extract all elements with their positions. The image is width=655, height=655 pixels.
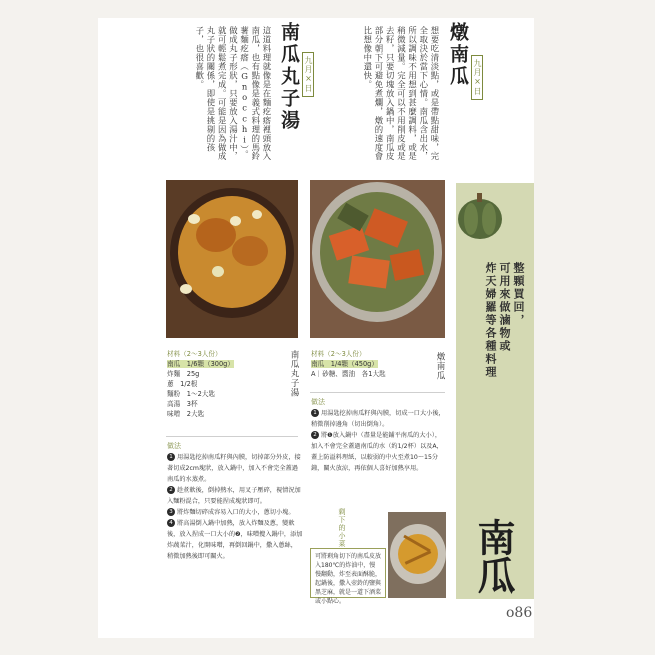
step-item: 3 將炸麵切碎成容易入口的大小，蔥切小塊。 xyxy=(167,507,303,518)
side-note-tag: 剩下的小菜 xyxy=(338,508,346,548)
step-item: 1 用湯匙挖掉南瓜籽與內膜，切掉部分外皮，接著切成2cm塊狀，放入鍋中，加入不會完全蓋過南瓜的水蒸煮。 xyxy=(167,454,301,483)
ingredients-header: 材料（2～3人份） xyxy=(311,350,366,358)
steps-header-stewed: 做法 xyxy=(311,398,325,406)
ingredients-header: 材料（2～3人份） xyxy=(167,350,222,358)
ingredient-item: 麵粉 1～2大匙 xyxy=(167,390,215,398)
article-title-stewed-pumpkin: 燉南瓜 xyxy=(447,22,469,88)
ingredient-item: A｜砂糖、醬油 各1大匙 xyxy=(311,370,386,378)
ingredient-item: 味噌 2大匙 xyxy=(167,410,205,418)
page-number: o86 xyxy=(506,605,533,621)
whole-pumpkin-photo xyxy=(456,183,504,255)
fried-peel-photo xyxy=(388,512,446,598)
step-item: 2 將❶放入鍋中（盡量是能鋪平南瓜的大小），加入不會完全蓋過南瓜的水（約1/2杯）以及A，蓋上防溢料理紙，以較弱的中火至煮10～15分鐘，關火放涼，再依個人喜好加熱享用。 xyxy=(311,432,443,472)
steps-stewed xyxy=(311,408,447,474)
step-item: 1 用湯匙挖掉南瓜籽與內膜，切成一口大小後，稍微削掉邊角（切出倒角）。 xyxy=(311,410,445,428)
divider xyxy=(310,392,445,393)
panel-line-1: 整顆買回， xyxy=(512,262,525,327)
ingredient-item: 炸麵 25g xyxy=(167,370,200,378)
side-note-text: 可將剩角切下的南瓜皮放入180℃的炸油中，慢慢翻動，炸至表面酥脆，起鍋後，撒入壺鈴的鹽與黑芝麻，就是一道下酒菜或小點心。 xyxy=(315,553,382,605)
article-body-pumpkin-dumpling-soup: 這道料理就像是在麵疙瘩裡頭放入南瓜，也有點像是義式料理的馬鈴薯麵疙瘩（Gnocchi）。做成丸子形狀，只要放入湯汁中，就可輕鬆煮完成。可能是因為做成丸子狀的關係，即使是挑剔的孩子，也很喜歡。 xyxy=(194,26,272,161)
panel-line-2: 可用來做滷物或 xyxy=(498,262,511,353)
panel-big-title: 南瓜 xyxy=(471,518,516,594)
panel-line-3: 炸天婦羅等各種料理 xyxy=(484,262,497,379)
divider xyxy=(166,436,298,437)
ingredient-item: 蔥 1/2根 xyxy=(167,380,198,388)
ingredient-item: 高湯 3杯 xyxy=(167,400,198,408)
ingredients-stewed xyxy=(311,349,427,379)
simmered-pumpkin-photo xyxy=(310,180,445,338)
recipe-name-stewed: 燉南瓜 xyxy=(435,352,445,381)
date-tag-left: 九月×日 xyxy=(302,52,314,97)
step-item: 4 將高湯倒入鍋中加熱，放入炸麵及蔥，變軟後，放入捏成一口大小的❷，味噌攪入鍋中，添加炸蔬菜汁，化開味噌，再倒回鍋中，撒入蔥絲，稍微加熱後即可關火。 xyxy=(167,520,303,560)
steps-soup xyxy=(167,452,303,562)
step-item: 2 趁煮軟後，倒掉熱水，用叉子壓碎，視情況加入麵粉混合，只要能捏成塊狀即可。 xyxy=(167,487,301,505)
ingredient-main: 南瓜 1/4顆（450g） xyxy=(311,360,378,368)
steps-header-soup: 做法 xyxy=(167,442,181,450)
soup-bowl-photo xyxy=(166,180,298,338)
article-body-stewed-pumpkin: 想要吃清淡點，或是帶點甜味，完全取決於當下心情。南瓜含出水，所以調味不用想到甚麼調料，或是稍微減量。完全可以不用削皮或是去籽，只要切塊放入鍋中，南瓜皮部分朝下可避免煮爛，燉的速度會比想像中還快。 xyxy=(362,26,440,161)
recipe-name-soup: 南瓜丸子湯 xyxy=(289,350,299,398)
ingredients-soup xyxy=(167,349,277,419)
article-title-pumpkin-dumpling-soup: 南瓜丸子湯 xyxy=(278,22,300,132)
ingredient-main: 南瓜 1/6顆（300g） xyxy=(167,360,234,368)
date-tag-right: 九月×日 xyxy=(471,55,483,100)
side-note-box xyxy=(310,548,386,605)
